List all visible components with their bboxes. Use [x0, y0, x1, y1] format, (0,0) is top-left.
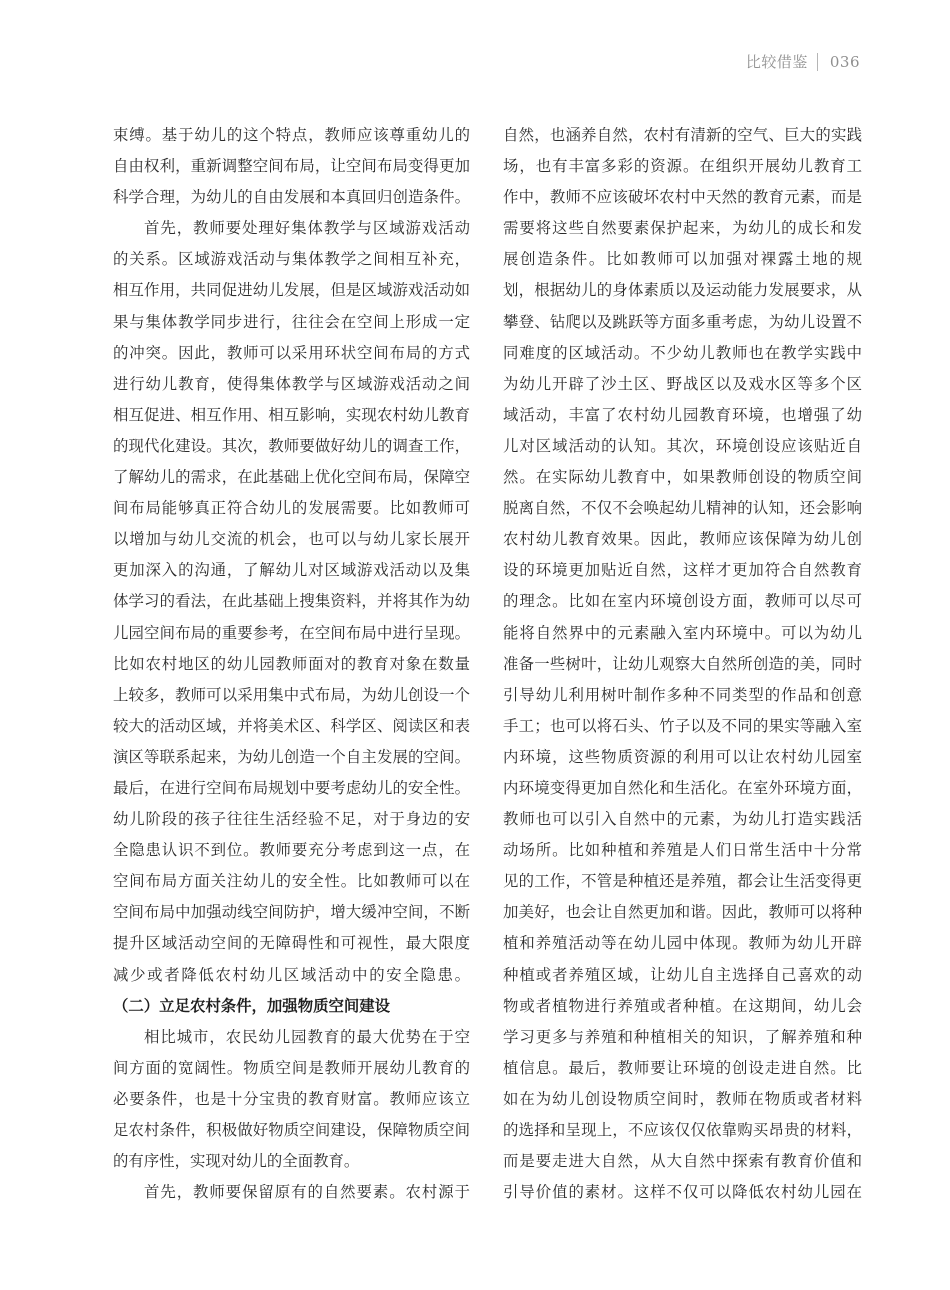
text-line: 加美好，也会让自然更加和谐。因此，教师可以将种 [503, 903, 862, 922]
text-line: 体学习的看法，在此基础上搜集资料，并将其作为幼 [113, 592, 470, 611]
text-line: 引导幼儿利用树叶制作多种不同类型的作品和创意 [503, 685, 862, 704]
text-line: 果与集体教学同步进行，往往会在空间上形成一定 [113, 312, 470, 331]
text-line: 能将自然界中的元素融入室内环境中。可以为幼儿 [503, 623, 862, 642]
text-line: 间布局能够真正符合幼儿的发展需要。比如教师可 [113, 499, 470, 518]
text-line: 的有序性，实现对幼儿的全面教育。 [113, 1152, 360, 1171]
text-line: 较大的活动区域，并将美术区、科学区、阅读区和表 [113, 716, 470, 735]
text-line: 的选择和呈现上，不应该仅仅依靠购买昂贵的材料， [503, 1121, 862, 1139]
text-line: 以增加与幼儿交流的机会，也可以与幼儿家长展开 [113, 530, 470, 549]
text-line: 展创造条件。比如教师可以加强对裸露土地的规 [503, 250, 862, 269]
text-line: 间方面的宽阔性。物质空间是教师开展幼儿教育的 [113, 1058, 470, 1077]
text-line: 内环境变得更加自然化和生活化。在室外环境方面， [503, 778, 862, 797]
text-line: 进行幼儿教育，使得集体教学与区域游戏活动之间 [113, 374, 470, 393]
text-line: 相比城市，农民幼儿园教育的最大优势在于空 [144, 1027, 470, 1046]
page-number: 036 [829, 53, 860, 71]
text-line: 设的环境更加贴近自然，这样才更加符合自然教育 [503, 561, 862, 580]
text-line: 必要条件，也是十分宝贵的教育财富。教师应该立 [113, 1089, 470, 1108]
text-line: 然。在实际幼儿教育中，如果教师创设的物质空间 [503, 468, 862, 487]
text-line: 场，也有丰富多彩的资源。在组织开展幼儿教育工 [503, 157, 862, 176]
text-line: 自由权利，重新调整空间布局，让空间布局变得更加 [113, 157, 470, 176]
text-line: 域活动，丰富了农村幼儿园教育环境，也增强了幼 [503, 405, 862, 424]
text-line: 的冲突。因此，教师可以采用环状空间布局的方式 [113, 343, 470, 362]
text-line: 动场所。比如种植和养殖是人们日常生活中十分常 [503, 841, 862, 860]
text-line: 提升区域活动空间的无障碍性和可视性，最大限度 [113, 934, 470, 953]
text-line: 作中，教师不应该破坏农村中天然的教育元素，而是 [503, 188, 862, 207]
text-line: 的理念。比如在室内环境创设方面，教师可以尽可 [503, 592, 862, 611]
text-line: 脱离自然，不仅不会唤起幼儿精神的认知，还会影响 [503, 499, 862, 518]
text-line: 幼儿阶段的孩子往往生活经验不足，对于身边的安 [113, 810, 470, 829]
text-line: 引导价值的素材。这样不仅可以降低农村幼儿园在 [503, 1183, 862, 1202]
section-title: 比较借鉴 [745, 53, 808, 71]
text-line: 首先，教师要保留原有的自然要素。农村源于 [144, 1183, 470, 1202]
text-line: 减少或者降低农村幼儿区域活动中的安全隐患。 [113, 965, 470, 984]
right-column [503, 120, 862, 1208]
text-line: 科学合理，为幼儿的自由发展和本真回归创造条件。 [113, 188, 470, 207]
text-line: 物或者植物进行养殖或者种植。在这期间，幼儿会 [503, 996, 862, 1015]
text-line: 见的工作，不管是种植还是养殖，都会让生活变得更 [503, 872, 862, 891]
left-column [113, 120, 470, 1208]
header-divider [817, 53, 818, 71]
text-line: 束缚。基于幼儿的这个特点，教师应该尊重幼儿的 [113, 126, 470, 144]
text-line: 准备一些树叶，让幼儿观察大自然所创造的美，同时 [503, 654, 862, 673]
text-line: 攀登、钻爬以及跳跃等方面多重考虑，为幼儿设置不 [503, 312, 862, 331]
running-header [746, 50, 860, 74]
text-line: 相互促进、相互作用、相互影响，实现农村幼儿教育 [113, 405, 470, 424]
text-line: 教师也可以引入自然中的元素，为幼儿打造实践活 [503, 810, 862, 829]
text-line: 为幼儿开辟了沙土区、野战区以及戏水区等多个区 [503, 374, 862, 393]
text-line: 同难度的区域活动。不少幼儿教师也在教学实践中 [503, 343, 862, 362]
text-line: 空间布局中加强动线空间防护，增大缓冲空间，不断 [113, 903, 470, 922]
text-line: 种植或者养殖区域，让幼儿自主选择自己喜欢的动 [503, 965, 862, 984]
text-line: 而是要走进大自然，从大自然中探索有教育价值和 [503, 1152, 862, 1171]
text-line: 学习更多与养殖和种植相关的知识，了解养殖和种 [503, 1027, 862, 1046]
text-line: 足农村条件，积极做好物质空间建设，保障物质空间 [113, 1121, 470, 1139]
text-line: 内环境，这些物质资源的利用可以让农村幼儿园室 [503, 747, 862, 766]
text-line: 植和养殖活动等在幼儿园中体现。教师为幼儿开辟 [503, 934, 862, 953]
text-line: 的现代化建设。其次，教师要做好幼儿的调查工作， [113, 436, 470, 455]
text-line: 空间布局方面关注幼儿的安全性。比如教师可以在 [113, 872, 470, 891]
text-line: 全隐患认识不到位。教师要充分考虑到这一点，在 [113, 841, 470, 860]
text-line: 农村幼儿教育效果。因此，教师应该保障为幼儿创 [503, 530, 862, 549]
text-line: 划，根据幼儿的身体素质以及运动能力发展要求，从 [503, 281, 862, 300]
text-line: 首先，教师要处理好集体教学与区域游戏活动 [144, 219, 470, 238]
section-heading: （二）立足农村条件，加强物质空间建设 [113, 996, 391, 1015]
text-line: 演区等联系起来，为幼儿创造一个自主发展的空间。 [113, 747, 470, 766]
text-line: 的关系。区域游戏活动与集体教学之间相互补充， [113, 250, 470, 269]
text-line: 儿园空间布局的重要参考，在空间布局中进行呈现。 [113, 623, 470, 642]
text-line: 手工；也可以将石头、竹子以及不同的果实等融入室 [503, 716, 862, 735]
text-line: 相互作用，共同促进幼儿发展，但是区域游戏活动如 [113, 281, 470, 300]
text-line: 比如农村地区的幼儿园教师面对的教育对象在数量 [113, 654, 470, 673]
text-line: 自然，也涵养自然，农村有清新的空气、巨大的实践 [503, 126, 862, 144]
text-line: 需要将这些自然要素保护起来，为幼儿的成长和发 [503, 219, 862, 238]
text-line: 更加深入的沟通，了解幼儿对区域游戏活动以及集 [113, 561, 470, 580]
text-line: 最后，在进行空间布局规划中要考虑幼儿的安全性。 [113, 778, 470, 797]
text-line: 上较多，教师可以采用集中式布局，为幼儿创设一个 [113, 685, 470, 704]
text-line: 植信息。最后，教师要让环境的创设走进自然。比 [503, 1058, 862, 1077]
text-line: 了解幼儿的需求，在此基础上优化空间布局，保障空 [113, 468, 470, 487]
text-line: 儿对区域活动的认知。其次，环境创设应该贴近自 [503, 436, 862, 455]
text-line: 如在为幼儿创设物质空间时，教师在物质或者材料 [503, 1089, 862, 1108]
